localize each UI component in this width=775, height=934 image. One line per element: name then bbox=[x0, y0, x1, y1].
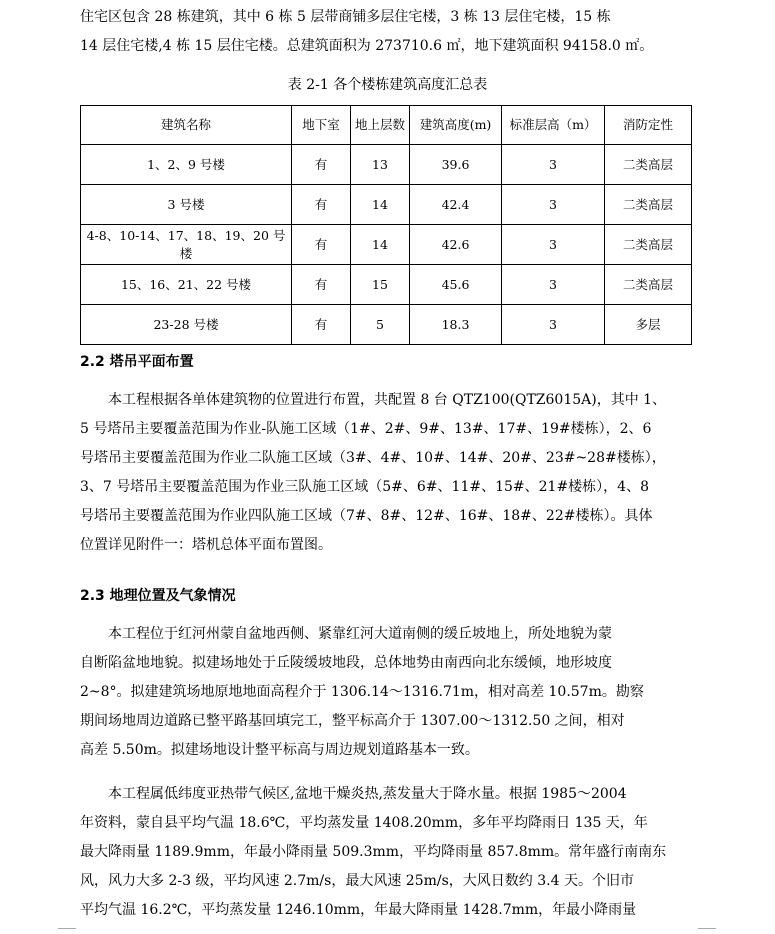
table-row bbox=[81, 305, 692, 345]
table-cell: 有 bbox=[292, 305, 351, 345]
text-line: 14 层住宅楼,4 栋 15 层住宅楼。总建筑面积为 273710.6 ㎡，地下建筑面积 94158.0 ㎡。 bbox=[80, 38, 654, 54]
text-line: 高差 5.50m。拟建场地设计整平标高与周边规划道路基本一致。 bbox=[80, 742, 479, 758]
table-row bbox=[81, 265, 692, 305]
column-header: 地上层数 bbox=[351, 106, 410, 145]
table-header-row bbox=[81, 106, 692, 145]
table-cell: 3 bbox=[502, 305, 605, 345]
column-header: 消防定性 bbox=[605, 106, 692, 145]
table-row bbox=[81, 225, 692, 265]
table-row bbox=[81, 185, 692, 225]
table-cell: 有 bbox=[292, 265, 351, 305]
table-cell: 3 bbox=[502, 225, 605, 265]
table-cell: 42.4 bbox=[410, 185, 502, 225]
table-cell: 1、2、9 号楼 bbox=[81, 145, 292, 185]
table-cell: 有 bbox=[292, 185, 351, 225]
section-heading-2-2: 2.2 塔吊平面布置 bbox=[80, 354, 194, 370]
table-cell: 3 号楼 bbox=[81, 185, 292, 225]
table-caption: 表 2-1 各个楼栋建筑高度汇总表 bbox=[287, 77, 488, 93]
table-cell: 15、16、21、22 号楼 bbox=[81, 265, 292, 305]
table-cell: 3 bbox=[502, 265, 605, 305]
text-line: 位置详见附件一：塔机总体平面布置图。 bbox=[80, 537, 332, 553]
table-cell: 45.6 bbox=[410, 265, 502, 305]
table-cell: 14 bbox=[351, 225, 410, 265]
text-line: 3、7 号塔吊主要覆盖范围为作业三队施工区域（5#、6#、11#、15#、21#楼栋），4、8 bbox=[80, 479, 649, 495]
text-line: 号塔吊主要覆盖范围为作业二队施工区域（3#、4#、10#、14#、20#、23#~28#楼栋）， bbox=[80, 450, 666, 466]
text-line: 自断陷盆地地貌。拟建场地处于丘陵缓坡地段，总体地势由南西向北东缓倾，地形坡度 bbox=[80, 655, 612, 671]
text-line: 本工程位于红河州蒙自盆地西侧、紧靠红河大道南侧的缓丘坡地上，所处地貌为蒙 bbox=[108, 626, 612, 642]
table-cell: 4-8、10-14、17、18、19、20 号楼 bbox=[81, 225, 292, 265]
building-height-table bbox=[80, 105, 692, 345]
column-header: 地下室 bbox=[292, 106, 351, 145]
table-cell: 23-28 号楼 bbox=[81, 305, 292, 345]
tower-crane-paragraph bbox=[80, 386, 690, 560]
table-cell: 有 bbox=[292, 145, 351, 185]
page-margin-mark bbox=[698, 928, 716, 929]
table-cell: 二类高层 bbox=[605, 185, 692, 225]
intro-paragraph bbox=[80, 3, 690, 61]
text-line: 5 号塔吊主要覆盖范围为作业-队施工区域（1#、2#、9#、13#、17#、19#楼栋），2、6 bbox=[80, 421, 652, 437]
text-line: 期间场地周边道路已整平路基回填完工，整平标高介于 1307.00～1312.50 之间，相对 bbox=[80, 713, 625, 729]
section-heading-2-3: 2.3 地理位置及气象情况 bbox=[80, 588, 236, 604]
column-header: 标准层高（m） bbox=[502, 106, 605, 145]
table-cell: 39.6 bbox=[410, 145, 502, 185]
table-cell: 有 bbox=[292, 225, 351, 265]
table-cell: 3 bbox=[502, 185, 605, 225]
table-row bbox=[81, 145, 692, 185]
table-cell: 二类高层 bbox=[605, 145, 692, 185]
table-cell: 18.3 bbox=[410, 305, 502, 345]
table-cell: 14 bbox=[351, 185, 410, 225]
text-line: 平均气温 16.2℃，平均蒸发量 1246.10mm，年最大降雨量 1428.7mm，年最小降雨量 bbox=[80, 902, 637, 918]
table-cell: 13 bbox=[351, 145, 410, 185]
text-line: 2~8°。拟建建筑场地原地地面高程介于 1306.14～1316.71m，相对高差 10.57m。勘察 bbox=[80, 684, 644, 700]
column-header: 建筑名称 bbox=[81, 106, 292, 145]
text-line: 风，风力大多 2-3 级，平均风速 2.7m/s，最大风速 25m/s，大风日数约 3.4 天。个旧市 bbox=[80, 873, 634, 889]
table-cell: 二类高层 bbox=[605, 265, 692, 305]
text-line: 最大降雨量 1189.9mm，年最小降雨量 509.3mm，平均降雨量 857.8mm。常年盛行南南东 bbox=[80, 844, 667, 860]
text-line: 本工程属低纬度亚热带气候区,盆地干燥炎热,蒸发量大于降水量。根据 1985～2004 bbox=[108, 786, 627, 802]
page-margin-mark bbox=[58, 928, 76, 929]
table-cell: 3 bbox=[502, 145, 605, 185]
table-cell: 15 bbox=[351, 265, 410, 305]
climate-paragraph bbox=[80, 780, 690, 925]
table-cell: 42.6 bbox=[410, 225, 502, 265]
location-paragraph bbox=[80, 620, 690, 765]
text-line: 本工程根据各单体建筑物的位置进行布置，共配置 8 台 QTZ100(QTZ6015A)，其中 1、 bbox=[108, 392, 667, 408]
text-line: 号塔吊主要覆盖范围为作业四队施工区域（7#、8#、12#、16#、18#、22#楼栋）。具体 bbox=[80, 508, 653, 524]
table-cell: 二类高层 bbox=[605, 225, 692, 265]
column-header: 建筑高度(m) bbox=[410, 106, 502, 145]
text-line: 住宅区包含 28 栋建筑，其中 6 栋 5 层带商铺多层住宅楼，3 栋 13 层住宅楼，15 栋 bbox=[80, 9, 611, 25]
table-cell: 5 bbox=[351, 305, 410, 345]
text-line: 年资料，蒙自县平均气温 18.6℃，平均蒸发量 1408.20mm，多年平均降雨日 135 天，年 bbox=[80, 815, 648, 831]
table-cell: 多层 bbox=[605, 305, 692, 345]
